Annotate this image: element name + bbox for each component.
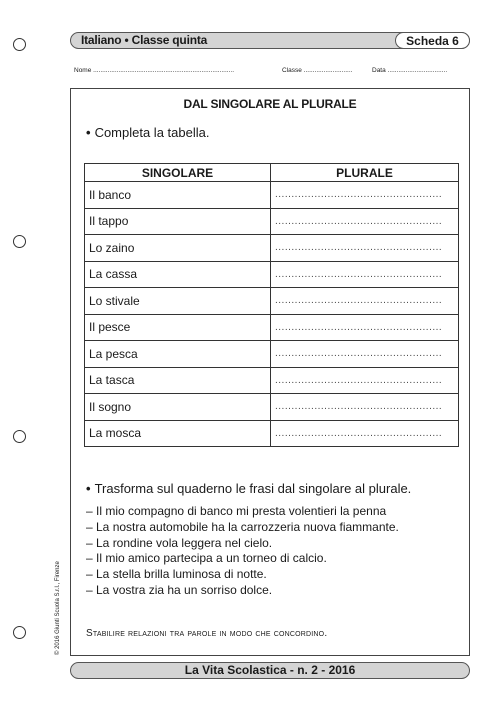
- footer-bar: La Vita Scolastica - n. 2 - 2016: [70, 662, 470, 679]
- table-row: [85, 367, 459, 394]
- table-row: [85, 235, 459, 262]
- plural-table: [84, 163, 459, 447]
- scheda-label: Scheda 6: [395, 32, 470, 49]
- binder-hole: [13, 235, 26, 248]
- plural-blank[interactable]: ...................................................: [271, 261, 459, 288]
- singular-cell: Lo stivale: [85, 288, 271, 315]
- singular-cell: La tasca: [85, 367, 271, 394]
- plural-blank[interactable]: ...................................................: [271, 314, 459, 341]
- table-row: [85, 288, 459, 315]
- singular-cell: Il banco: [85, 182, 271, 209]
- table-row: [85, 394, 459, 421]
- plural-blank[interactable]: ...................................................: [271, 208, 459, 235]
- copyright-notice: © 2016 Giunti Scuola S.r.l., Firenze: [55, 561, 61, 655]
- list-item: – Il mio compagno di banco mi presta volentieri la penna: [86, 504, 387, 518]
- bullet-icon: •: [86, 481, 91, 496]
- instruction-2-text: Trasforma sul quaderno le frasi dal singolare al plurale.: [94, 481, 412, 496]
- plural-blank[interactable]: ...................................................: [271, 288, 459, 315]
- list-item: – La rondine vola leggera nel cielo.: [86, 535, 273, 550]
- table-row: [85, 314, 459, 341]
- table-row: [85, 208, 459, 235]
- field-classe[interactable]: Classe ...........................: [282, 67, 353, 74]
- binder-hole: [13, 430, 26, 443]
- column-header-plurale: PLURALE: [271, 164, 459, 182]
- singular-cell: La pesca: [85, 341, 271, 368]
- binder-hole: [13, 626, 26, 639]
- worksheet-title: DAL SINGOLARE AL PLURALE: [183, 97, 357, 111]
- binder-hole: [13, 38, 26, 51]
- instruction-2: [86, 481, 411, 496]
- plural-blank[interactable]: ...................................................: [271, 367, 459, 394]
- table-header-row: [85, 164, 459, 182]
- singular-cell: Lo zaino: [85, 235, 271, 262]
- plural-blank[interactable]: ...................................................: [271, 182, 459, 209]
- plural-blank[interactable]: ...................................................: [271, 394, 459, 421]
- column-header-singolare: SINGOLARE: [85, 164, 271, 182]
- sentence-list: [86, 504, 399, 599]
- table-row: [85, 261, 459, 288]
- field-nome[interactable]: Nome ..............................................................................: [74, 67, 235, 74]
- table-row: [85, 341, 459, 368]
- field-data[interactable]: Data .................................: [372, 67, 448, 74]
- singular-cell: Il tappo: [85, 208, 271, 235]
- singular-cell: La mosca: [85, 420, 271, 447]
- list-item: – La stella brilla luminosa di notte.: [86, 567, 267, 582]
- list-item: – Il mio amico partecipa a un torneo di calcio.: [86, 551, 327, 566]
- instruction-1-text: Completa la tabella.: [94, 125, 210, 140]
- header-bar: [70, 32, 470, 49]
- learning-objective-note: Stabilire relazioni tra parole in modo che concordino.: [86, 628, 328, 639]
- table-row: [85, 182, 459, 209]
- plural-blank[interactable]: ...................................................: [271, 341, 459, 368]
- table-row: [85, 420, 459, 447]
- singular-cell: Il pesce: [85, 314, 271, 341]
- plural-blank[interactable]: ...................................................: [271, 420, 459, 447]
- header-subject: Italiano • Classe quinta: [81, 33, 208, 47]
- list-item: – La nostra automobile ha la carrozzeria nuova fiammante.: [86, 519, 399, 534]
- bullet-icon: •: [86, 125, 91, 140]
- singular-cell: Il sogno: [85, 394, 271, 421]
- list-item: – La vostra zia ha un sorriso dolce.: [86, 582, 273, 597]
- instruction-1: [86, 125, 209, 140]
- plural-blank[interactable]: ...................................................: [271, 235, 459, 262]
- singular-cell: La cassa: [85, 261, 271, 288]
